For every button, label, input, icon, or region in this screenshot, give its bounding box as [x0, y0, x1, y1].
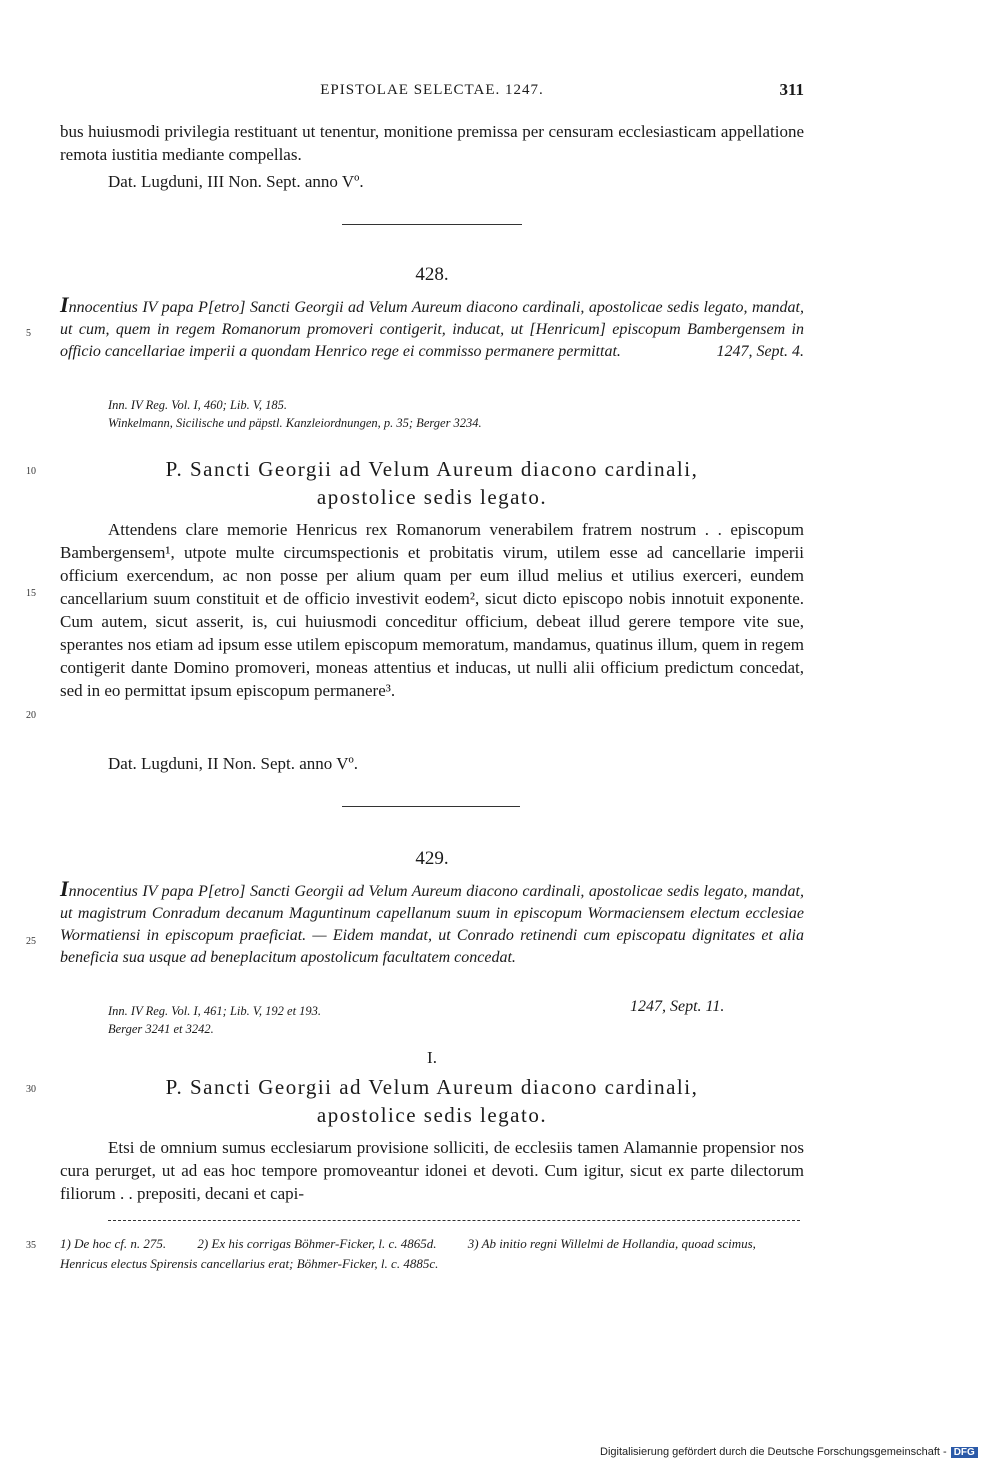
regest-initial: I	[60, 876, 69, 901]
letter-text-428: Attendens clare memorie Henricus rex Romanorum venerabilem fratrem nostrum . . episcopum Bambergensem¹, utpote multe circumspectionis et probitatis virum, utilem esse ad cancellarie imperii officium exercendum, ac non posse per alium quam per eum illud melius et utilius exerceri, eundem cancellarium suum constituit et de officio investivit eodem², sicut dicto episcopo nobis innotuit exponente. Cum autem, sicut asserit, is, cui huiusmodi conceditur officium, debeat illud gerere tempore vite sue, sperantes nos etiam ad ipsum esse utilem episcopum memoratum, mandamus, quatinus illum, quem in regem contigerit dante Domino promoveri, moneas attentius et inducas, ut nulli alii officium predictum concedat, sed in eo permittat ipsum episcopum permanere³.	[60, 520, 804, 700]
page-header	[60, 80, 804, 104]
regest-date: 1247, Sept. 11.	[630, 998, 725, 1015]
datum-427: Dat. Lugduni, III Non. Sept. anno Vº.	[108, 172, 364, 191]
letter-number-428: 428.	[415, 264, 449, 285]
line-number: 35	[26, 1240, 36, 1251]
footnote-2: 2) Ex his corrigas Böhmer-Ficker, l. c. 4865d.	[197, 1236, 437, 1251]
datum-428: Dat. Lugduni, II Non. Sept. anno Vº.	[108, 754, 359, 773]
running-head: EPISTOLAE SELECTAE. 1247.	[320, 82, 544, 98]
regest-428	[60, 294, 804, 363]
footnote-1: 1) De hoc cf. n. 275.	[60, 1236, 167, 1251]
footnote-3: 3) Ab initio regni Willelmi de Hollandia, quoad scimus, Henricus electus Spirensis cancellarius erat; Böhmer-Ficker, l. c. 4885c.	[60, 1236, 756, 1271]
footnotes	[60, 1234, 804, 1274]
source-line-2: Berger 3241 et 3242.	[108, 1022, 214, 1036]
source-line-1: Inn. IV Reg. Vol. I, 461; Lib. V, 192 et 193.	[108, 1004, 322, 1018]
continued-text: bus huiusmodi privilegia restituant ut tenentur, monitione premissa per censuram ecclesiasticam appellatione remota iustitia mediante compellas.	[60, 122, 804, 164]
line-number: 10	[26, 466, 36, 477]
regest-date: 1247, Sept. 4.	[716, 343, 804, 360]
section-divider	[342, 224, 522, 225]
digitization-credit	[600, 1446, 978, 1458]
regest-text: nnocentius IV papa P[etro] Sancti Georgii ad Velum Aureum diacono cardinali, apostolicae sedis legato, mandat, ut magistrum Conradum decanum Maguntinum capellanum suum in episcopum Wormaciensem electum ecclesiae Wormatiensi in episcopum praeficiat. — Eidem mandat, ut Conrado retinendi cum episcopatu dignitates et alia beneficia sua usque ad beneplacitum apostolicum facultatem concedat.	[60, 883, 804, 966]
line-number: 5	[26, 328, 31, 339]
footnote-separator	[108, 1220, 800, 1221]
source-line-2: Winkelmann, Sicilische und päpstl. Kanzleiordnungen, p. 35; Berger 3234.	[108, 416, 482, 430]
section-divider	[342, 806, 520, 807]
credit-text: Digitalisierung gefördert durch die Deutsche Forschungsgemeinschaft -	[600, 1446, 947, 1458]
line-number: 20	[26, 710, 36, 721]
letter-text-429: Etsi de omnium sumus ecclesiarum provisione solliciti, de ecclesiis tamen Alamannie propensior nos cura perurget, ut ad eas hoc tempore promoveantur idonei et devoti. Cum igitur, sicut ex parte dilectorum filiorum . . prepositi, decani et capi-	[60, 1138, 804, 1203]
source-line-1: Inn. IV Reg. Vol. I, 460; Lib. V, 185.	[108, 398, 288, 412]
address-line-2: apostolice sedis legato.	[316, 485, 548, 509]
line-number: 25	[26, 936, 36, 947]
regest-initial: I	[60, 292, 69, 317]
dfg-logo: DFG	[951, 1447, 978, 1458]
letter-number-429: 429.	[415, 848, 449, 869]
address-line-2: apostolice sedis legato.	[316, 1103, 548, 1127]
regest-429	[60, 878, 804, 969]
line-number: 30	[26, 1084, 36, 1095]
page-number: 311	[779, 80, 804, 99]
part-number: I.	[427, 1048, 437, 1067]
address-line-1: P. Sancti Georgii ad Velum Aureum diacono cardinali,	[165, 457, 699, 481]
address-line-1: P. Sancti Georgii ad Velum Aureum diacono cardinali,	[165, 1075, 699, 1099]
line-number: 15	[26, 588, 36, 599]
regest-text: nnocentius IV papa P[etro] Sancti Georgii ad Velum Aureum diacono cardinali, apostolicae sedis legato, mandat, ut cum, quem in regem Romanorum promoveri contigerit, inducat, ut [Henricum] episcopum Bambergensem in officio cancellariae imperii a quondam Henrico rege ei commisso permanere permittat.	[60, 299, 804, 360]
